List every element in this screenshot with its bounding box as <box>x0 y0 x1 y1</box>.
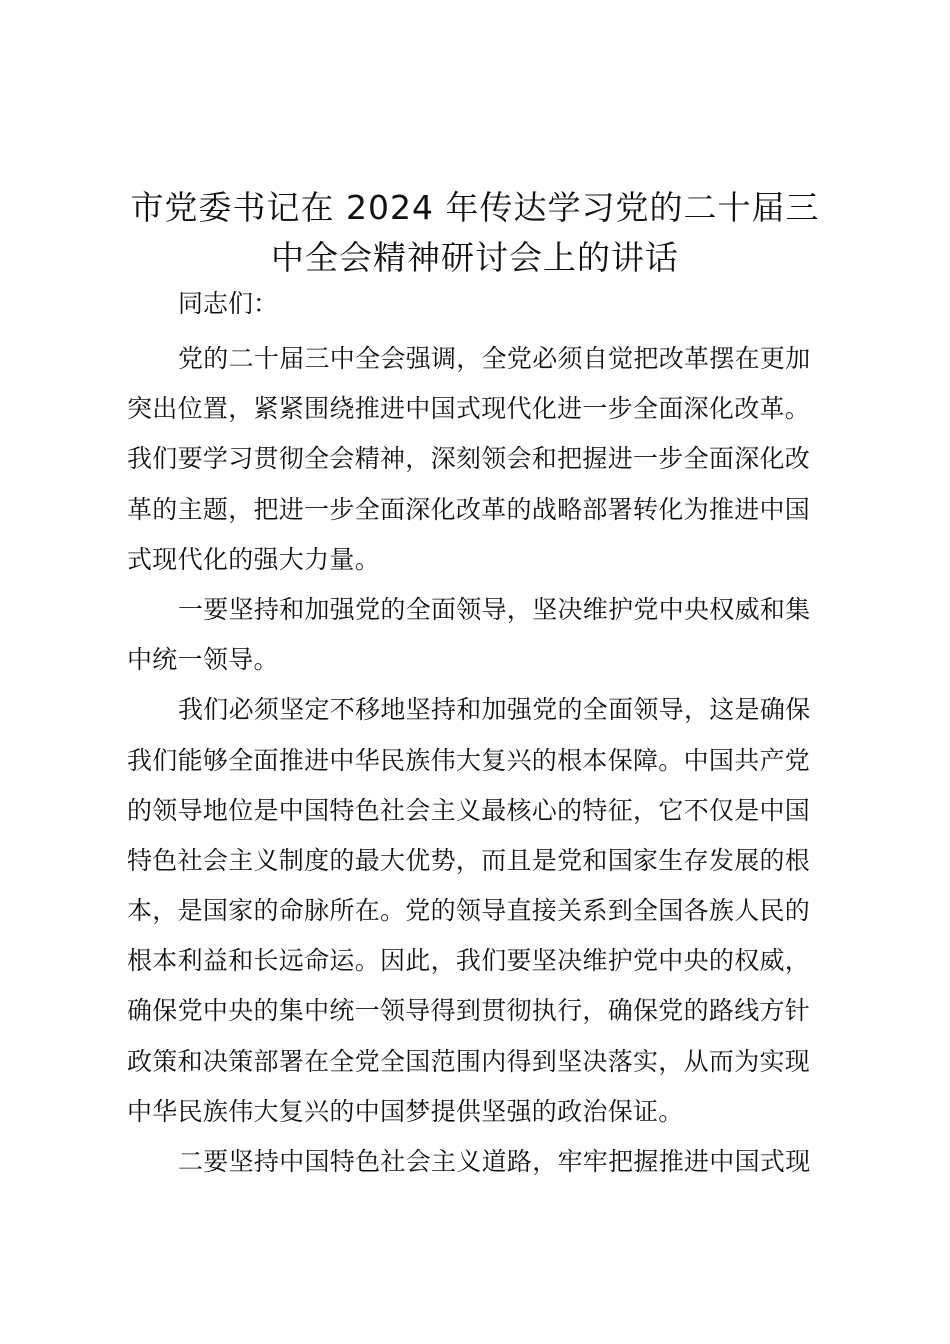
text-line: 确保党中央的集中统一领导得到贯彻执行，确保党的路线方针 <box>127 996 811 1026</box>
paragraph <box>127 685 833 1137</box>
text-line: 一要坚持和加强党的全面领导，坚决维护党中央权威和集 <box>178 594 811 624</box>
document-title <box>100 183 850 283</box>
paragraph <box>127 1137 833 1187</box>
text-line: 革的主题，把进一步全面深化改革的战略部署转化为推进中国 <box>127 494 811 524</box>
paragraph <box>127 585 833 685</box>
text-line: 党的二十届三中全会强调，全党必须自觉把改革摆在更加 <box>178 344 811 373</box>
text-line: 中统一领导。 <box>127 645 279 675</box>
title-line: 中全会精神研讨会上的讲话 <box>271 238 679 277</box>
text-line: 的领导地位是中国特色社会主义最核心的特征，它不仅是中国 <box>127 795 811 825</box>
text-line: 政策和决策部署在全党全国范围内得到坚决落实，从而为实现 <box>127 1046 811 1076</box>
title-line: 市党委书记在 2024 年传达学习党的二十届三 <box>130 188 820 227</box>
text-line: 二要坚持中国特色社会主义道路，牢牢把握推进中国式现 <box>178 1147 811 1176</box>
salutation: 同志们： <box>178 289 279 318</box>
text-line: 本，是国家的命脉所在。党的领导直接关系到全国各族人民的 <box>127 896 811 926</box>
text-line: 中华民族伟大复兴的中国梦提供坚强的政治保证。 <box>127 1096 684 1126</box>
text-line: 式现代化的强大力量。 <box>127 544 381 574</box>
text-line: 我们要学习贯彻全会精神，深刻领会和把握进一步全面深化改 <box>127 444 811 474</box>
text-line: 根本利益和长远命运。因此，我们要坚决维护党中央的权威， <box>127 946 811 976</box>
paragraph <box>127 334 833 585</box>
text-line: 我们必须坚定不移地坚持和加强党的全面领导，这是确保 <box>178 695 811 725</box>
text-line: 突出位置，紧紧围绕推进中国式现代化进一步全面深化改革。 <box>127 394 811 424</box>
text-line: 特色社会主义制度的最大优势，而且是党和国家生存发展的根 <box>127 845 811 875</box>
document-body <box>127 334 833 1187</box>
text-line: 我们能够全面推进中华民族伟大复兴的根本保障。中国共产党 <box>127 745 811 775</box>
